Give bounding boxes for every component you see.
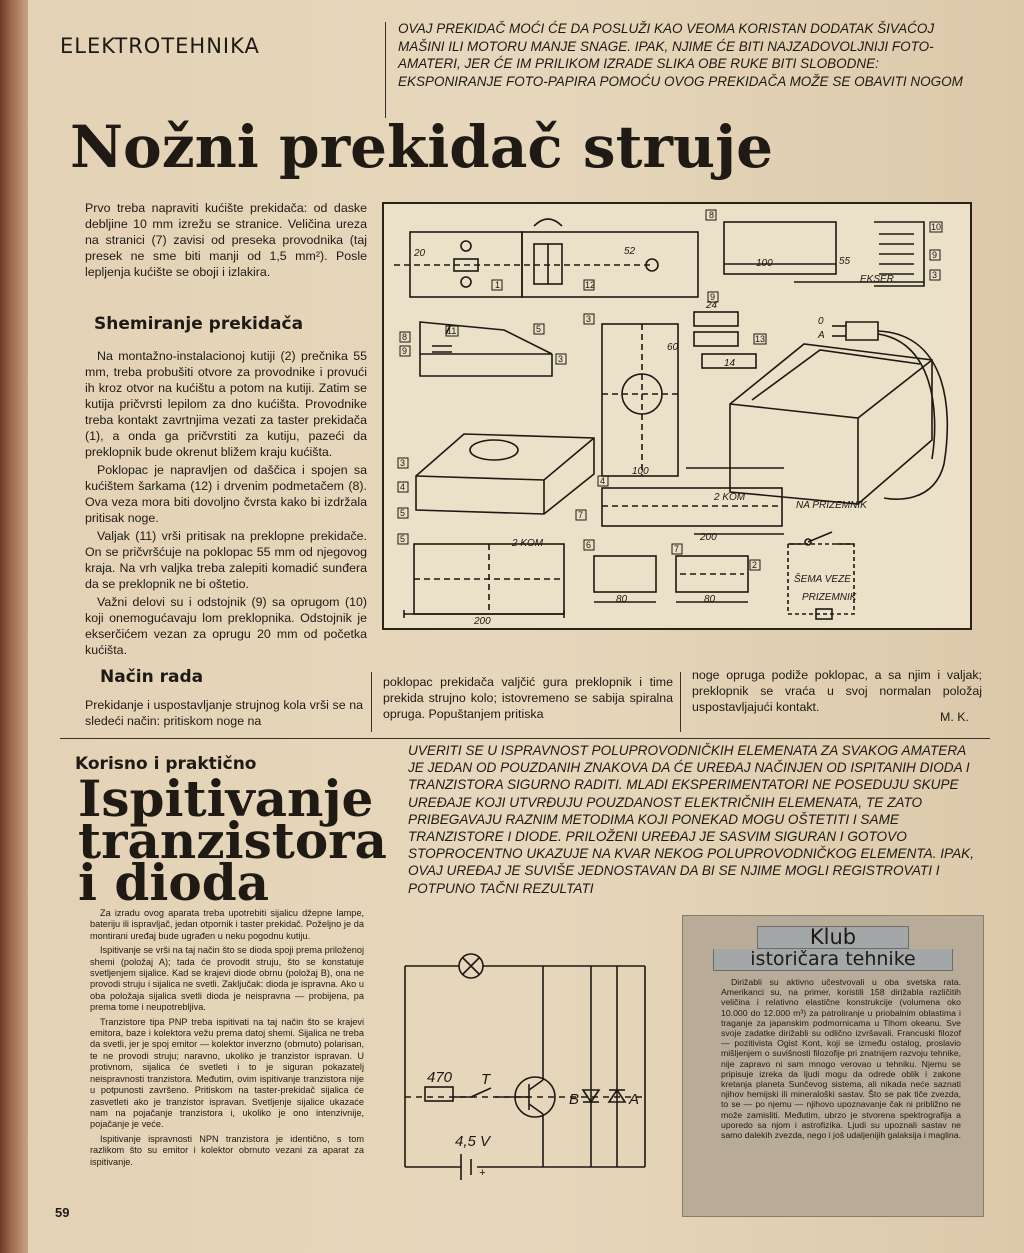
prizemnik-label: PRIZEMNIK (802, 592, 857, 603)
construction-drawing-svg (384, 204, 970, 628)
article1-intro: Prvo treba napraviti kućište prekidača: od daske debljine 10 mm izrežu se stranice. Veličina ureza na stranici (7) zavisi od preseka provodnika (taj presek ne sme biti manji od 1,5 mm²). Posle lepljenja kućište se oboji i izlakira. (85, 201, 367, 279)
dim-label: 24 (706, 300, 718, 311)
switch-label: T (481, 1071, 491, 1088)
article2-lead: UVERITI SE U ISPRAVNOST POLUPROVODNIČKIH ELEMENATA ZA SVAKOG AMATERA JE JEDAN OD POUZDANIH ZNAKOVA DA ĆE UREĐAJ NAČINJEN OD ISPITANIH DIODA I TRANZISTORA SIGURNO RADITI. MLADI EKSPERIMENTATORI NE POSEDUJU SKUPE UREĐAJE KOJI UTVRĐUJU POUZDANOST ELEKTRIČNIH ELEMENATA, TE ZATO PRIBEGAVAJU RAZNIM METODIMA KOJI PONEKAD MOGU OŠTETITI I SAME TRANZISTORE I DIODE. PRILOŽENI UREĐAJ JE SASVIM SIGURAN I GOTOVO STOPROCENTNO UKAZUJE NA KVAR NEKOG POLUPROVODNIČKOG ELEMENTA. IPAK, OVAJ UREĐAJ JE SUVIŠE JEDNOSTAVAN DA BI SE NJIME MOGLI REGISTROVATI I POTPUNO TAČNI REZULTATI (408, 743, 975, 896)
paragraph: Poklopac je napravljen od daščica i spojen sa kućištem šarkama (12) i drvenim podmetačem (8). Ova veza mora biti dovoljno čvrsta kako bi izdržala pritisak noge. (85, 463, 367, 525)
terminal-label: 0 (818, 316, 824, 327)
part-number: 11 (447, 326, 457, 336)
klub-title-line2: istoričara tehnike (750, 948, 916, 970)
title-line: tranzistora (78, 811, 387, 870)
dim-label: 80 (704, 594, 716, 605)
dim-label: 200 (700, 532, 717, 543)
part-number: 8 (709, 210, 715, 220)
terminal-label: A (818, 330, 825, 341)
part-number: 5 (400, 534, 406, 544)
klub-sidebar (682, 915, 984, 1217)
paragraph: Tranzistore tipa PNP treba ispitivati na taj način što se krajevi emitora, baze i kolektora vežu prema datoj shemi. Sijalica ne treba da svetli, jer je spoj emitor — kolektor inverzno (obrnuto) polarisan, te ne provodi struju; naravno, ukoliko je tranzistor ispravan. U protivnom, sijalica će svetleti i to je siguran pokazatelj neispravnosti tranzistora. Međutim, ovim ispitivanje tranzistora nije u potpunosti završeno. Pritiskom na taster-prekidač sijalica će zasvetleti ako je tranzistor ispravan. Svetljenje sijalice ukazaće nam na pojačanje tranzistora i, ukoliko je ono intenzivnije, pojačanje je veće. (90, 1016, 364, 1130)
part-number: 6 (586, 540, 592, 550)
part-number: 7 (674, 544, 680, 554)
part-number: 4 (400, 482, 406, 492)
nacin-rada-col2: poklopac prekidača valjčić gura preklopnik i time prekida strujno kolo; istovremeno se sabija spiralna opruga. Popuštanjem pritiska (383, 675, 673, 721)
paragraph: Valjak (11) vrši pritisak na preklopne prekidače. On se pričvršćuje na poklopac 55 mm od njegovog kraja. Na vrh valjka treba zalepiti komadić sunđera da se preklopnik ne bi oštetio. (85, 529, 367, 591)
article2-tag: Korisno i praktično (75, 754, 257, 774)
dim-label: 80 (616, 594, 628, 605)
paragraph: Ispitivanje se vrši na taj način što se dioda spoji prema priloženoj shemi (položaj A); tada će provodit struju, što se konstatuje svetljenjem sijalice. Kad se krajevi diode obrnu (položaj B), ona ne provodi struju i sijalica ne svetli. Zaključak: dioda je ispravna. Ako u oba položaja sijalica svetli dioda je neispravna — probijena, pa prema tome i neupotrebljiva. (90, 945, 364, 1013)
kom-label: 2 KOM (512, 538, 544, 549)
part-number: 3 (932, 270, 938, 280)
article1-title: Nožni prekidač struje (70, 113, 773, 181)
klub-text: Dirižabli su aktivno učestvovali u oba svetska rata. Amerikanci su, na primer, koristili 158 dirižabla različitih veličina i relativno elastične konstrukcije (volumena oko 10.000 do 12.000 m³) za patroliranje u priobalnim oblastima i traganje za japanskim podmornicama u Tihom okeanu. Sve svoje zadatke dirižabli su odlično izvršavali. Francuski filozof — pozitivista Ogist Kont, koji se između ostalog, proslavio mišljenjem o suvišnosti filozofije pri znatnijem razvoju tehnike, nije zapravo ni sam mnogo verovao u tehniku. Njemu se pripisuje izreka da ljudi mogu da odrede oblik i zakone kretanja planeta Sunčevog sistema, ali nikada neće saznati njihov hemijski ili mineraloški sastav. Što se pak tiče zvezda, to se — po njemu — njihovo upoznavanje čak ni približno ne može zamisliti. Međutim, ubrzo je stvorena spektrografija a uporedo sa njom i astrofizika. Ljudi su upoznali sastav ne samo dalekih zvezda, nego i još udaljenijih galaksija i maglina. (721, 977, 962, 1141)
header-divider (385, 22, 386, 118)
dim-label: 20 (414, 248, 426, 259)
part-number: 9 (932, 250, 938, 260)
plus-label: + (479, 1167, 486, 1179)
paragraph: Za izradu ovog aparata treba upotrebiti sijalicu džepne lampe, bateriju ili ispravljač, jedan otpornik i taster prekidač. Poželjno je da montirani uređaj bude ugrađen u neku pogodnu kutiju. (90, 908, 364, 941)
part-number: 7 (578, 510, 584, 520)
part-number: 4 (600, 476, 606, 486)
page-number: 59 (55, 1205, 70, 1220)
dim-label: 52 (624, 246, 636, 257)
klub-title-box-2 (713, 949, 953, 971)
switch-technical-drawing (382, 202, 972, 630)
klub-title-line1: Klub (809, 925, 857, 949)
article-divider (60, 738, 990, 739)
nacin-rada-col1: Prekidanje i uspostavljanje strujnog kola vrši se na sledeći način: pritiskom noge na (85, 698, 363, 728)
part-number: 3 (558, 354, 564, 364)
part-number: 1 (495, 280, 501, 290)
dim-label: 100 (756, 258, 773, 269)
part-number: 3 (400, 458, 406, 468)
dim-label: 200 (474, 616, 491, 627)
ekser-label: EKSER (860, 274, 894, 285)
title-line: Ispitivanje (78, 769, 374, 828)
diode-b-label: B (569, 1091, 580, 1108)
paragraph: Ispitivanje ispravnosti NPN tranzistora je identično, s tom razlikom što su emitor i kolektor obrnuto vezani za aparat za ispitivanje. (90, 1133, 364, 1167)
section-tag: ELEKTROTEHNIKA (60, 34, 260, 58)
col-divider (371, 672, 372, 732)
dim-label: 14 (724, 358, 736, 369)
part-number: 5 (536, 324, 542, 334)
sema-label: ŠEMA VEZE (794, 574, 851, 585)
dim-label: 55 (839, 256, 851, 267)
diode-a-label: A (629, 1091, 640, 1108)
part-number: 12 (585, 280, 596, 290)
transistor-tester-schematic (395, 942, 675, 1182)
dim-label: 100 (632, 466, 649, 477)
title-line: i dioda (78, 853, 270, 912)
col-divider (680, 672, 681, 732)
article2-body (90, 908, 364, 1171)
author: M. K. (940, 710, 969, 724)
article2-title (78, 769, 387, 912)
battery-label: 4,5 V (455, 1133, 491, 1150)
subheading-shemiranje: Shemiranje prekidača (94, 314, 304, 334)
subheading-nacin-rada: Način rada (100, 667, 204, 687)
resistor-label: 470 (427, 1069, 453, 1086)
part-number: 2 (752, 560, 758, 570)
part-number: 9 (402, 346, 408, 356)
paragraph: Važni delovi su i odstojnik (9) sa oprugom (10) koji onemogućavaju lom preklopnika. Odstojnik je ekserčićem vezan za oprugu 20 mm od početka kućišta. (85, 595, 367, 657)
binding-edge (0, 0, 28, 1253)
dim-label: 60 (667, 342, 679, 353)
article1-body (85, 348, 367, 660)
paragraph: Na montažno-instalacionoj kutiji (2) prečnika 55 mm, treba probušiti otvore za provodnike i provući ih kroz otvor na kućištu a potom na kutiji. Zatim se kutija pričvrsti lepilom za dno kućišta. Provodnike treba kontakt zavrtnjima vezati za taster prekidača (1), a onda ga pričvrstiti za kutiju, pazeći da preklopnik bude okrenut bližem kraju kućišta. (85, 349, 367, 459)
klub-title-box (757, 926, 909, 949)
part-number: 9 (710, 292, 716, 302)
part-number: 5 (400, 508, 406, 518)
article1-lead: OVAJ PREKIDAČ MOĆI ĆE DA POSLUŽI KAO VEOMA KORISTAN DODATAK ŠIVAĆOJ MAŠINI ILI MOTORU MANJE SNAGE. IPAK, NJIME ĆE BITI NAJZADOVOLJNIJI FOTO-AMATERI, JER ĆE IM PRILIKOM IZRADE SLIKA OBE RUKE BITI SLOBODNE: EKSPONIRANJE FOTO-PAPIRA POMOĆU OVOG PREKIDAČA MOŽE SE OBAVITI NOGOM (398, 21, 963, 89)
part-number: 3 (586, 314, 592, 324)
kom-label: 2 KOM (714, 492, 746, 503)
nacin-rada-col3: noge opruga podiže poklopac, a sa njim i valjak; preklopnik se vraća u svoj normalan položaj uspostavljajući kontakt. (692, 668, 982, 714)
part-number: 13 (755, 334, 766, 344)
part-number: 10 (931, 222, 942, 232)
part-number: 8 (402, 332, 408, 342)
prizemnik-label: NA PRIZEMNIK (796, 500, 867, 511)
